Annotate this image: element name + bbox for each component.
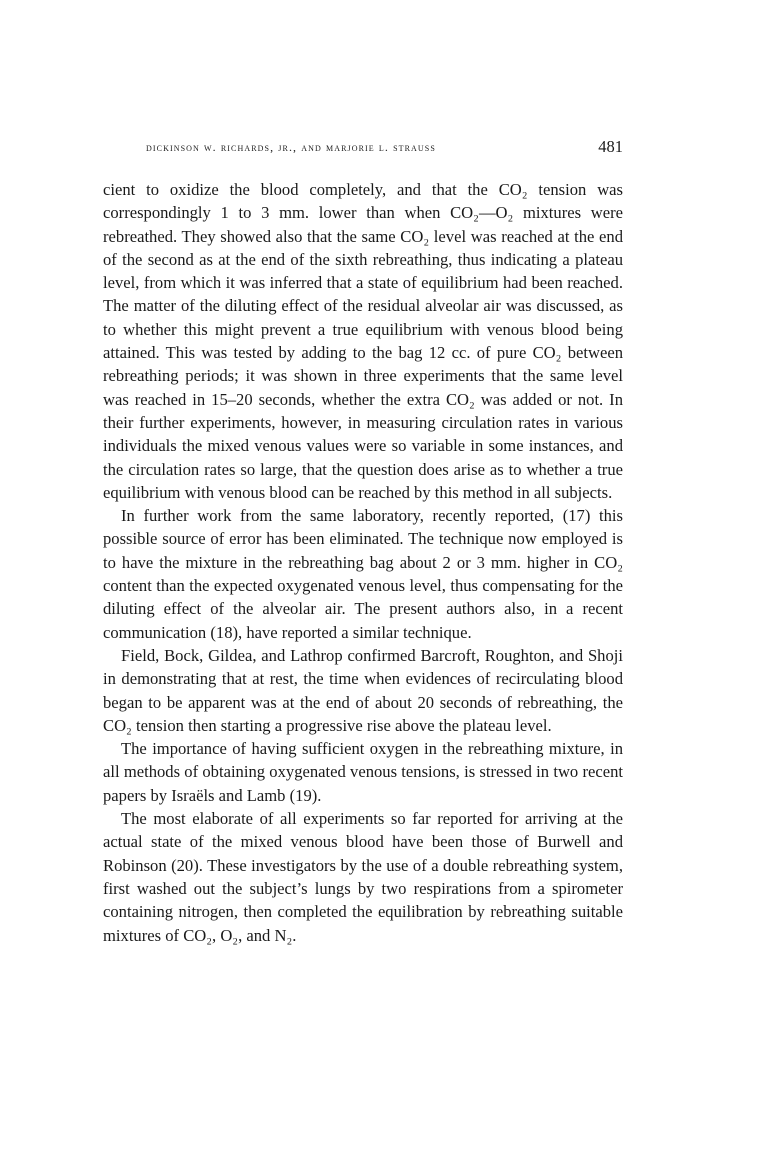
paragraph-4: The importance of having sufficient oxygen in the rebreathing mixture, in all methods of obtaining oxygenated venous tensions, is stressed in two recent papers by Israëls and Lamb (19). [103,739,623,805]
paragraph-1: cient to oxidize the blood completely, and that the CO₂ tension was correspondingly 1 to 3 mm. lower than when CO₂—O₂ mixtures were rebreathed. They showed also that the same CO₂ level was reached at the end of the second as at the end of the sixth rebreathing, thus indicating a plateau level, from which it was inferred that a state of equilibrium had been reached. The matter of the diluting effect of the residual alveolar air was discussed, as to whether this might prevent a true equilibrium with venous blood being attained. This was tested by adding to the bag 12 cc. of pure CO₂ between rebreathing periods; it was shown in three experiments that the same level was reached in 15–20 seconds, whether the extra CO₂ was added or not. In their further experiments, however, in measuring circulation rates in various individuals the mixed venous values were so variable in some instances, and the circulation rates so large, that the question does arise as to whether a true equilibrium with venous blood can be reached by this method in all subjects. [103,180,623,502]
paragraph-2: In further work from the same laboratory, recently reported, (17) this possible source of error has been eliminated. The technique now employed is to have the mixture in the rebreathing bag about 2 or 3 mm. higher in CO₂ content than the expected oxygenated venous level, thus compensating for the diluting effect of the alveolar air. The present authors also, in a recent communication (18), have reported a similar technique. [103,506,623,642]
running-head [103,137,623,159]
paragraph-5: The most elaborate of all experiments so far reported for arriving at the actual state of the mixed venous blood have been those of Burwell and Robinson (20). These investigators by the use of a double rebreathing system, first washed out the subject’s lungs by two respirations from a spirometer containing nitrogen, then completed the equilibration by rebreathing suitable mixtures of CO₂, O₂, and N₂. [103,809,623,945]
page-number: 481 [598,137,623,156]
running-head-authors: dickinson w. richards, jr., and marjorie l. strauss [146,140,436,154]
paragraph-3: Field, Bock, Gildea, and Lathrop confirmed Barcroft, Roughton, and Shoji in demonstrating that at rest, the time when evidences of recirculating blood began to be apparent was at the end of about 20 seconds of rebreathing, the CO₂ tension then starting a progressive rise above the plateau level. [103,645,623,735]
body-text [103,178,623,947]
